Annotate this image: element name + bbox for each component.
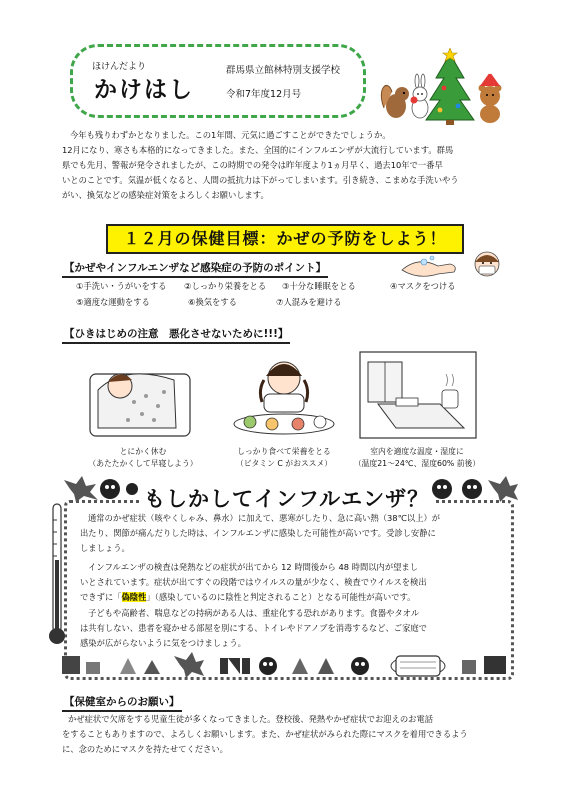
caption-nutrition <box>222 446 346 470</box>
flu-p1-line-2: 出たり、関節が痛んだりした時は、インフルエンザに感染した可能性が高いです。受診し安静に <box>80 528 436 538</box>
germ-mascots-left-icon <box>62 476 140 502</box>
caption-room <box>352 446 482 470</box>
nurse-request-heading: 【保健室からのお願い】 <box>62 694 182 712</box>
caption-rest-sub: （あたたかくして早寝しよう） <box>88 459 198 468</box>
prevention-heading: 【かぜやインフルエンザなど感染症の予防のポイント】 <box>62 260 328 278</box>
intro-line-3: 県でも先月、警報が発令されましたが、この時期での発令は昨年度より1ヵ月早く、過去10年で一番早 <box>62 160 443 170</box>
newsletter-kana: ほけんだより <box>92 62 147 72</box>
thermometer-icon <box>44 500 70 650</box>
flu-p2-suffix: 」（感染しているのに陰性と判定されること）となる可能性が高いです。 <box>146 592 416 602</box>
flu-p2-line-1: インフルエンザの検査は発熱などの症状が出てから 12 時間後から 48 時間以内が望まし <box>88 562 419 572</box>
room-humidity-illustration <box>356 348 480 442</box>
point-1: ①手洗い・うがいをする <box>76 281 167 291</box>
early-care-heading: 【ひきはじめの注意 悪化させないために!!!】 <box>62 326 290 344</box>
flu-p1-line-1: 通常のかぜ症状（咳やくしゃみ、鼻水）に加えて、悪寒がしたり、急に高い熱（38℃以上）が <box>88 513 441 523</box>
newsletter-title: かけはし <box>94 77 194 103</box>
eating-meal-illustration <box>228 350 340 442</box>
influenza-title: もしかしてインフルエンザ？ <box>140 483 433 513</box>
false-negative-highlight: 偽陰性 <box>121 592 147 602</box>
request-line-2: をすることもありますので、よろしくお願いします。また、かぜ症状がみられた際にマスクを着用できるよう <box>62 729 468 739</box>
point-3: ③十分な睡眠をとる <box>282 281 356 291</box>
germ-and-mask-decoration-row <box>60 652 516 678</box>
handwash-icon <box>398 252 468 282</box>
intro-line-1: 今年も残りわずかとなりました。この1年間、元気に過ごすことができたでしょうか。 <box>70 130 391 140</box>
resting-in-bed-illustration <box>84 350 202 442</box>
school-name: 群馬県立館林特別支援学校 <box>226 65 341 76</box>
flu-p2-prefix: できずに「 <box>80 592 122 602</box>
flu-p2-line-3 <box>80 590 415 605</box>
caption-nutrition-main: しっかり食べて栄養をとる <box>237 447 331 456</box>
point-4: ④マスクをつける <box>390 281 456 291</box>
point-7: ⑦人混みを避ける <box>276 297 342 307</box>
christmas-animals-illustration <box>378 48 508 126</box>
caption-room-main: 室内を適度な温度・湿度に <box>370 447 464 456</box>
issue-number: 令和7年度12月号 <box>226 89 302 100</box>
request-line-3: に、念のためにマスクを持たせてください。 <box>62 744 228 754</box>
caption-room-sub: （温度21～24℃、湿度60% 前後） <box>353 459 481 468</box>
point-5: ⑤適度な運動をする <box>76 297 150 307</box>
intro-line-2: 12月になり、寒さも本格的になってきました。また、全国的にインフルエンザが大流行しています。群馬 <box>62 145 454 155</box>
point-2: ②しっかり栄養をとる <box>184 281 267 291</box>
flu-p1-line-3: しましょう。 <box>80 543 130 553</box>
flu-p3-line-2: は共有しない、患者を寝かせる部屋を別にする、トイレやドアノブを消毒するなど、ご家庭で <box>80 623 427 633</box>
flu-p3-line-3: 感染が広がらないように気をつけましょう。 <box>80 638 246 648</box>
germ-mascots-right-icon <box>430 476 520 502</box>
child-mask-icon <box>470 248 504 282</box>
caption-nutrition-sub: （ビタミン C がおススメ） <box>235 459 333 468</box>
caption-rest <box>84 446 202 470</box>
flu-p2-line-2: いとされています。症状が出てすぐの段階ではウイルスの量が少なく、検査でウイルスを検出 <box>80 577 427 587</box>
intro-line-5: がい、換気などの感染症対策をよろしくお願いします。 <box>62 190 269 200</box>
caption-rest-main: とにかく休む <box>119 447 167 456</box>
health-goal-text: １２月の保健目標：かぜの予防をしよう！ <box>123 229 447 248</box>
intro-line-4: いとのことです。気温が低くなると、人間の抵抗力は下がってしまいます。引き続き、こまめな手洗いやう <box>62 175 459 185</box>
point-6: ⑥換気をする <box>188 297 237 307</box>
request-line-1: かぜ症状で欠席をする児童生徒が多くなってきました。登校後、発熱やかぜ症状でお迎えのお電話 <box>68 714 434 724</box>
flu-p3-line-1: 子どもや高齢者、喘息などの持病がある人は、重症化する恐れがあります。食器やタオル <box>88 608 420 618</box>
